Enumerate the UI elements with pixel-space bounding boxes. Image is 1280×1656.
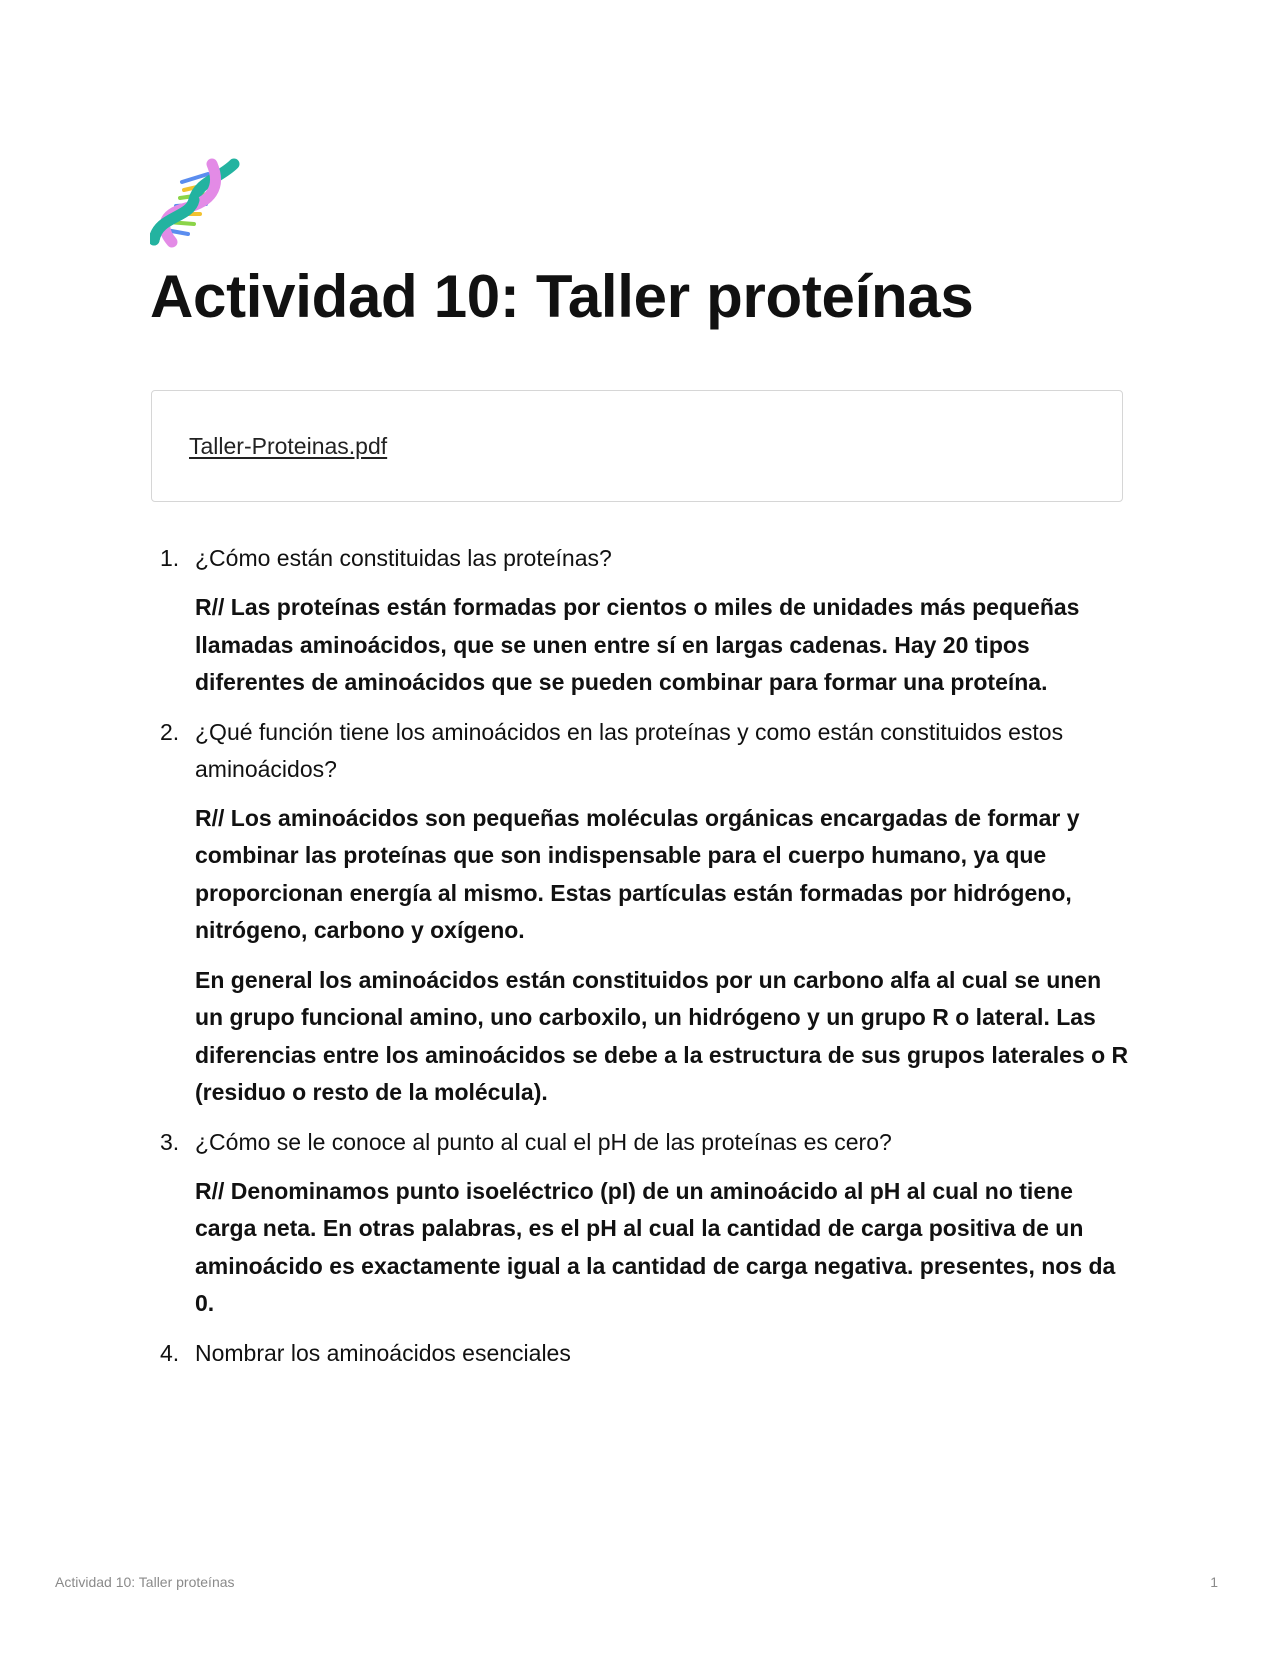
question-list (160, 540, 1130, 1384)
answer-text: R// Los aminoácidos son pequeñas moléculas orgánicas encargadas de formar y combinar las proteínas que son indispensable para el cuerpo humano, ya que proporcionan energía al mismo. Estas partículas están formadas por hidrógeno, nitrógeno, carbono y oxígeno. (195, 804, 1080, 943)
question-item-1 (160, 540, 1130, 702)
question-number: 4. (160, 1339, 180, 1366)
question-text: ¿Qué función tiene los aminoácidos en las proteínas y como están constituidos estos aminoácidos? (195, 718, 1064, 782)
question-text: ¿Cómo se le conoce al punto al cual el pH de las proteínas es cero? (195, 1128, 892, 1155)
page-number: 1 (1210, 1574, 1218, 1590)
dna-icon (150, 158, 240, 248)
question-item-3 (160, 1124, 1130, 1323)
question-number: 3. (160, 1128, 180, 1155)
question-item-4 (160, 1335, 1130, 1372)
attachment-link[interactable]: Taller-Proteinas.pdf (189, 433, 388, 459)
attachment-card (151, 390, 1123, 502)
question-number: 1. (160, 545, 180, 571)
answer-text: R// Las proteínas están formadas por cientos o miles de unidades más pequeñas llamadas aminoácidos, que se unen entre sí en largas cadenas. Hay 20 tipos diferentes de aminoácidos que se pueden combinar para formar una proteína. (195, 594, 1080, 695)
question-text: Nombrar los aminoácidos esenciales (195, 1339, 571, 1366)
question-item-2 (160, 714, 1130, 1112)
answer-text: R// Denominamos punto isoeléctrico (pI) de un aminoácido al pH al cual no tiene carga neta. En otras palabras, es el pH al cual la cantidad de carga positiva de un aminoácido es exactamente igual a la cantidad de carga negativa. presentes, nos da 0. (195, 1177, 1116, 1316)
page-title: Actividad 10: Taller proteínas (150, 263, 974, 330)
answer-text: En general los aminoácidos están constituidos por un carbono alfa al cual se unen un grupo funcional amino, uno carboxilo, un hidrógeno y un grupo R o lateral. Las diferencias entre los aminoácidos se debe a la estructura de sus grupos laterales o R (residuo o resto de la molécula). (195, 966, 1129, 1105)
footer-title: Actividad 10: Taller proteínas (55, 1574, 235, 1590)
question-text: ¿Cómo están constituidas las proteínas? (195, 545, 612, 571)
question-number: 2. (160, 718, 180, 745)
